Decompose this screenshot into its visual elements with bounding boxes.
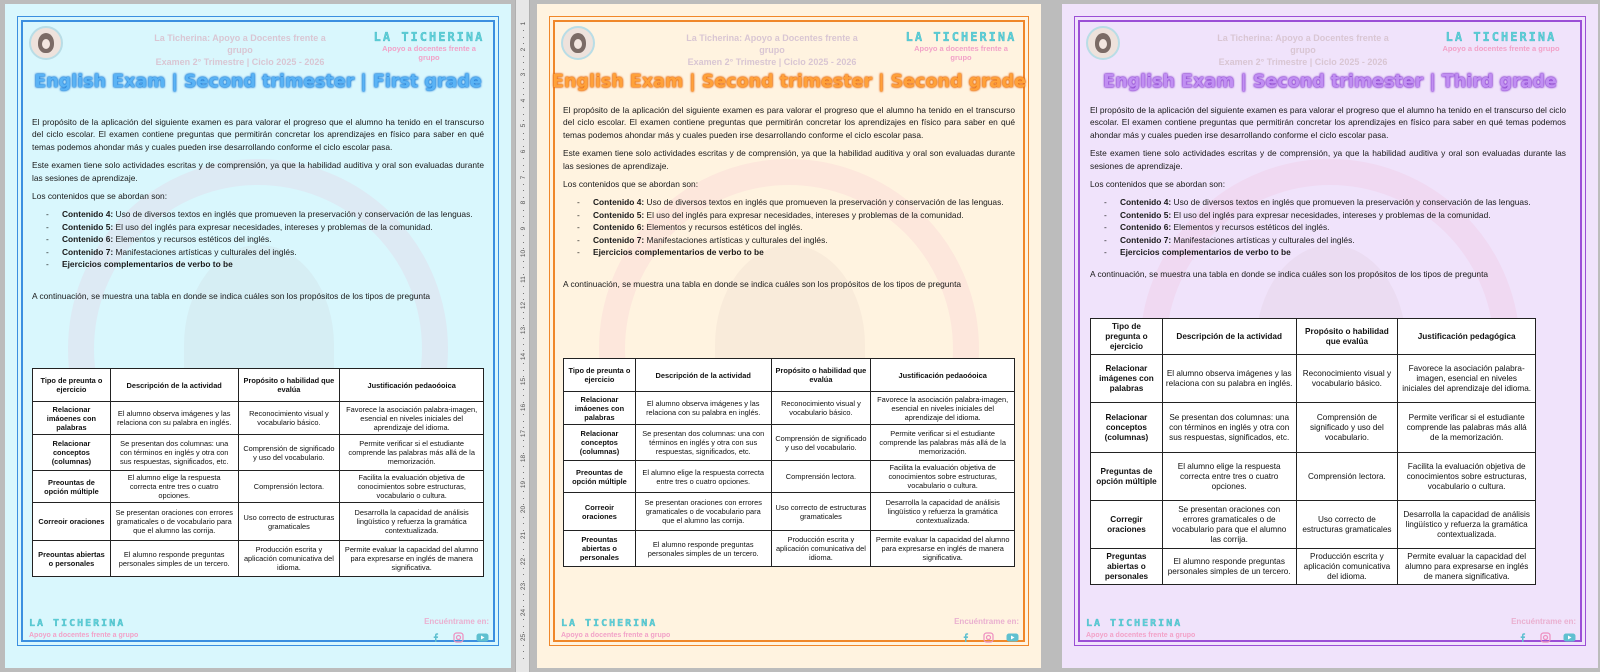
table-row-header: Correoir oraciones [33,503,111,541]
list-item-text: Manifestaciones artísticas y culturales del inglés. [644,234,828,245]
facebook-icon[interactable] [430,630,441,641]
document-page-1 [5,4,511,668]
ruler-tick-mark [523,139,524,140]
contents-list [577,196,1015,258]
table-row-header: Preountas abiertas o personales [33,541,111,577]
avatar-logo [561,26,595,60]
intro-paragraph: El propósito de la aplicación del siguiente examen es para valorar el progreso que el alumno ha tenido en el transcurso del ciclo escolar. El examen contiene preguntas que permitirán concretar los aprendizajes en físico para saber en qué temas podemos ahondar más y cuales pueden irse desarrollando conforme el ciclo escolar pasa. [32,117,484,152]
ruler-tick-mark [523,446,524,447]
table-cell: Se presentan oraciones con errores gramaticales o de vocabulario para que el alumno las corrija. [1162,501,1296,549]
table-cell: Uso correcto de estructuras gramaticales [1296,501,1398,549]
ruler-tick-label: 7 [520,175,527,179]
ruler-tick-label: 5 [520,124,527,128]
ruler-tick-mark [523,56,524,57]
table-cell: Desarrolla la capacidad de análisis lingüístico y refuerza la gramática contextualizada. [1398,501,1536,549]
table-header: Descripción de la actividad [110,369,238,402]
ruler-tick-mark [523,82,524,83]
table-header: Propósito o habilidad que evalúa [771,359,871,392]
ruler-tick-mark [523,523,524,524]
social-links [430,630,487,641]
table-row [1091,403,1536,453]
table-intro: A continuación, se muestra una tabla en donde se indica cuáles son los propósitos de los tipos de pregunta [32,291,431,302]
contents-heading: Los contenidos que se abordan son: [32,191,168,202]
ruler-tick-mark [523,619,524,620]
table-row [564,425,1015,461]
footer-brand: LA TICHERINA Apoyo a docentes frente a grupo [561,618,671,639]
facebook-icon[interactable] [960,630,971,641]
vertical-ruler[interactable] [515,0,530,672]
table-row-header: Preguntas abiertas o personales [1091,549,1163,585]
table-row [564,461,1015,493]
document-page-2 [537,4,1041,668]
table-header: Propósito o habilidad que evalúa [1296,319,1398,355]
youtube-icon[interactable] [1563,630,1574,641]
ruler-tick-mark [523,421,524,422]
table-cell: Facilita la evaluación objetiva de conocimientos sobre estructuras, vocabulario o cultura. [871,461,1015,493]
table-cell: Desarrolla la capacidad de análisis lingüístico y refuerza la gramática contextualizada. [340,503,484,541]
list-item [46,233,484,245]
ruler-tick-mark [523,466,524,467]
table-row [33,503,484,541]
ruler-tick-mark [523,344,524,345]
ruler-tick-label: 13 [520,327,527,335]
ruler-tick-mark [523,261,524,262]
ruler-tick-mark [523,235,524,236]
ruler-tick-mark [523,395,524,396]
ruler-tick-mark [523,133,524,134]
table-cell: El alumno elige la respuesta correcta entre tres o cuatro opciones. [110,471,238,503]
table-row-header: Preountas abiertas o personales [564,531,636,567]
ruler-tick-label: 22 [520,557,527,565]
table-row [33,471,484,503]
header-title [145,32,335,68]
list-item [1104,209,1566,221]
page-title: English Exam | Second trimester | Third grade [1103,72,1557,92]
table-cell: Facilita la evaluación objetiva de conocimientos sobre estructuras, vocabulario o cultura. [1398,453,1536,501]
list-item-label: Contenido 4: [62,209,114,220]
table-cell: Permite verificar si el estudiante comprende las palabras más allá de la memorización. [340,435,484,471]
ruler-tick-label: 23 [520,583,527,591]
list-item [1104,221,1566,233]
ruler-tick-mark [523,549,524,550]
table-cell: Se presentan dos columnas: una con términos en inglés y otra con sus respuestas, significados, etc. [1162,403,1296,453]
table-row-header: Preountas de opción múltiple [33,471,111,503]
table-cell: Comprensión de significado y uso del vocabulario. [1296,403,1398,453]
ruler-tick-label: 15 [520,378,527,386]
table-cell: Favorece la asociación palabra-imagen, esencial en niveles iniciales del aprendizaje del idioma. [871,392,1015,425]
contents-list [46,208,484,270]
ruler-tick-mark [523,62,524,63]
table-row-header: Relacionar imáoenes con palabras [564,392,636,425]
brand-header: LA TICHERINA Apoyo a docentes frente a grupo [905,30,1017,62]
social-links [1517,630,1574,641]
table-cell: Comprensión lectora. [771,461,871,493]
instagram-icon[interactable] [983,630,994,641]
table-header: Propósito o habilidad que evalúa [238,369,340,402]
footer-find-me: Encuéntrame en: [954,617,1019,626]
ruler-tick-mark [523,645,524,646]
footer-brand: LA TICHERINA Apoyo a docentes frente a grupo [1086,618,1196,639]
intro-text: El propósito de la aplicación del siguiente examen es para valorar el progreso que el alumno ha tenido en el transcurso del ciclo escolar. El examen contiene preguntas que permitirán concretar los aprendizajes en físico para saber en qué temas podemos ahondar más y cuales pueden irse desarrollando conforme el ciclo escolar pasa. Este examen tiene solo actividades escritas y de comprensión, ya que la habilidad auditiva y oral son evaluadas durante las sesiones de aprendizaje. Los contenidos que se abordan son: - Contenido 4: Uso de diversos textos en inglés que promueven la preservación y conservación de las lenguas. - Contenido 5: El uso del inglés para expresar necesidades, intereses y problemas de la comunidad. - Contenido 6: Elementos y recursos estéticos del inglés. - Contenido 7: Manifestaciones artísticas y culturales del inglés. - Ejercicios complementarios de verbo to be A continuación, se muestra una tabla en donde se indica cuáles son los propósitos de los tipos de pregunta [563,104,1015,297]
list-item-label: Contenido 5: [593,209,645,220]
list-item-label: Ejercicios complementarios de verbo to be [593,247,764,258]
table-cell: Reconocimiento visual y vocabulario básico. [1296,355,1398,403]
brand-tagline: Apoyo a docentes frente a grupo [382,44,476,62]
instagram-icon[interactable] [453,630,464,641]
table-cell: Comprensión lectora. [238,471,340,503]
list-item-text: El uso del inglés para expresar necesidades, intereses y problemas de la comunidad. [113,221,433,232]
ruler-tick-mark [523,312,524,313]
intro-text: El propósito de la aplicación del siguiente examen es para valorar el progreso que el alumno ha tenido en el transcurso del ciclo escolar. El examen contiene preguntas que permitirán concretar los aprendizajes en físico para saber en qué temas podemos ahondar más y cuales pueden irse desarrollando conforme el ciclo escolar pasa. Este examen tiene solo actividades escritas y de comprensión, ya que la habilidad auditiva y oral son evaluadas durante las sesiones de aprendizaje. Los contenidos que se abordan son: - Contenido 4: Uso de diversos textos en inglés que promueven la preservación y conservación de las lenguas. - Contenido 5: El uso del inglés para expresar necesidades, intereses y problemas de la comunidad. - Contenido 6: Elementos y recursos estéticos del inglés. - Contenido 7: Manifestaciones artísticas y culturales del inglés. - Ejercicios complementarios de verbo to be A continuación, se muestra una tabla en donde se indica cuáles son los propósitos de los tipos de pregunta [1090,104,1566,287]
list-item [577,221,1015,233]
table-cell: Permite evaluar la capacidad del alumno para expresarse en inglés de manera significativa. [871,531,1015,567]
ruler-tick-label: 18 [520,455,527,463]
ruler-tick-mark [523,242,524,243]
ruler-tick-mark [523,286,524,287]
list-item [46,221,484,233]
ruler-tick-mark [523,594,524,595]
list-item [577,234,1015,246]
ruler-tick-mark [523,626,524,627]
avatar-logo [1086,26,1120,60]
header-title-line2: Examen 2° Trimestre | Ciclo 2025 - 2026 [155,57,325,67]
ruler-tick-label: 6 [520,149,527,154]
question-types-table [32,368,484,577]
list-item-label: Contenido 5: [1120,209,1172,220]
table-cell: Favorece la asociación palabra-imagen, esencial en niveles iniciales del aprendizaje del idioma. [1398,355,1536,403]
table-header: Descripción de la actividad [635,359,771,392]
ruler-tick-mark [523,184,524,185]
table-header: Justificación pedaoóoica [871,359,1015,392]
table-row [1091,501,1536,549]
facebook-icon[interactable] [1517,630,1528,641]
question-types-table [563,358,1015,567]
list-item-label: Contenido 5: [62,221,114,232]
table-cell: Desarrolla la capacidad de análisis lingüístico y refuerza la gramática contextualizada. [871,493,1015,531]
list-item-text: Uso de diversos textos en inglés que promueven la preservación y conservación de las lenguas. [644,197,1004,208]
ruler-tick-mark [523,542,524,543]
header-title: La Ticherina: Apoyo a Docentes frente a grupo Examen 2° Trimestre | Ciclo 2025 - 2026 [686,33,858,67]
ruler-tick-mark [523,165,524,166]
list-item [577,196,1015,208]
table-header: Tipo de pregunta o ejercicio [1091,319,1163,355]
table-cell: Uso correcto de estructuras gramaticales [238,503,340,541]
list-item-label: Contenido 6: [62,234,114,245]
table-cell: El alumno observa imágenes y las relaciona con su palabra en inglés. [1162,355,1296,403]
table-row-header: Relacionar conceptos (columnas) [564,425,636,461]
brand-header: LA TICHERINA Apoyo a docentes frente a grupo [1442,30,1560,53]
list-item [1104,196,1566,208]
table-row-header: Relacionar conceptos (columnas) [33,435,111,471]
table-row-header: Relacionar imágenes con palabras [1091,355,1163,403]
ruler-tick-mark [523,30,524,31]
list-item [46,246,484,258]
ruler-tick-mark [523,88,524,89]
list-item-text: Elementos y recursos estéticos del inglés. [113,234,272,245]
table-header: Tipo de preunta o ejercicio [33,369,111,402]
ruler-tick-mark [523,363,524,364]
list-item-label: Contenido 6: [1120,222,1172,233]
list-item-label: Contenido 6: [593,222,645,233]
ruler-tick-label: 16 [520,403,527,412]
list-item-text: Elementos y recursos estéticos del inglés. [1171,222,1330,233]
table-cell: Comprensión de significado y uso del vocabulario. [238,435,340,471]
list-item-text: El uso del inglés para expresar necesidades, intereses y problemas de la comunidad. [1171,209,1491,220]
table-cell: Permite evaluar la capacidad del alumno para expresarse en inglés de manera significativa. [1398,549,1536,585]
list-item [577,246,1015,258]
list-item [46,258,484,270]
ruler-tick-label: 1 [520,21,527,26]
table-cell: Se presentan dos columnas: una con términos en inglés y otra con sus respuestas, significados, etc. [635,425,771,461]
ruler-tick-mark [523,267,524,268]
question-types-table [1090,318,1536,585]
list-item [1104,246,1566,258]
table-cell: Favorece la asociación palabra-imagen, esencial en niveles iniciales del aprendizaje del idioma. [340,402,484,435]
list-item-text: El uso del inglés para expresar necesidades, intereses y problemas de la comunidad. [644,209,964,220]
footer-find-me: Encuéntrame en: [424,617,489,626]
ruler-tick-mark [523,338,524,339]
ruler-tick-mark [523,414,524,415]
youtube-icon[interactable] [1006,630,1017,641]
ruler-tick-mark [523,574,524,575]
ruler-tick-mark [523,517,524,518]
table-cell: Permite evaluar la capacidad del alumno para expresarse en inglés de manera significativa. [340,541,484,577]
ruler-tick-mark [523,210,524,211]
ruler-tick-mark [523,158,524,159]
table-cell: Se presentan oraciones con errores gramaticales o de vocabulario para que el alumno las corrija. [110,503,238,541]
table-cell: Producción escrita y aplicación comunicativa del idioma. [771,531,871,567]
table-row [1091,549,1536,585]
table-cell: Producción escrita y aplicación comunicativa del idioma. [238,541,340,577]
ruler-tick-label: 11 [520,276,527,283]
table-cell: El alumno responde preguntas personales simples de un tercero. [635,531,771,567]
table-cell: Permite verificar si el estudiante comprende las palabras más allá de la memorización. [871,425,1015,461]
brand-header [373,30,485,62]
ruler-tick-mark [523,190,524,191]
table-cell: El alumno elige la respuesta correcta entre tres o cuatro opciones. [1162,453,1296,501]
table-row [564,493,1015,531]
youtube-icon[interactable] [476,630,487,641]
ruler-tick-label: 14 [520,352,527,360]
table-row [1091,355,1536,403]
ruler-tick-label: 12 [520,301,527,309]
ruler-tick-mark [523,568,524,569]
intro-text [32,116,484,309]
footer-find-me: Encuéntrame en: [1511,617,1576,626]
table-row-header: Correoir oraciones [564,493,636,531]
table-row-header: Corregir oraciones [1091,501,1163,549]
table-row [33,541,484,577]
table-cell: Se presentan dos columnas: una con términos en inglés y otra con sus respuestas, significados, etc. [110,435,238,471]
table-row-header: Relacionar imáoenes con palabras [33,402,111,435]
ruler-tick-mark [523,107,524,108]
ruler-tick-mark [523,658,524,659]
table-cell: Comprensión lectora. [1296,453,1398,501]
ruler-tick-label: 9 [520,226,527,231]
list-item [577,209,1015,221]
ruler-tick-label: 17 [520,429,527,437]
table-cell: Reconocimiento visual y vocabulario básico. [771,392,871,425]
ruler-tick-label: 8 [520,200,527,205]
list-item [46,208,484,220]
table-cell: El alumno responde preguntas personales simples de un tercero. [1162,549,1296,585]
table-row [33,402,484,435]
list-item [1104,234,1566,246]
table-row [564,531,1015,567]
list-item-text: Manifestaciones artísticas y culturales del inglés. [113,246,297,257]
ruler-tick-mark [523,37,524,38]
list-item-text: Uso de diversos textos en inglés que promueven la preservación y conservación de las lenguas. [1171,197,1531,208]
document-page-3 [1062,4,1598,668]
list-item-label: Ejercicios complementarios de verbo to be [62,259,233,270]
table-row-header: Preountas de opción múltiple [564,461,636,493]
table-row-header: Relacionar conceptos (columnas) [1091,403,1163,453]
table-row-header: Preguntas de opción múltiple [1091,453,1163,501]
list-item-text: Manifestaciones artísticas y culturales del inglés. [1171,234,1355,245]
list-item-text: Uso de diversos textos en inglés que promueven la preservación y conservación de las lenguas. [113,209,473,220]
list-item-text: Elementos y recursos estéticos del inglés. [644,222,803,233]
list-item-label: Contenido 7: [1120,234,1172,245]
ruler-tick-mark [523,491,524,492]
list-item-label: Ejercicios complementarios de verbo to be [1120,247,1291,258]
ruler-tick-mark [523,498,524,499]
list-item-label: Contenido 4: [1120,197,1172,208]
table-header: Tipo de preunta o ejercicio [564,359,636,392]
table-row [564,392,1015,425]
ruler-tick-label: 19 [520,480,527,488]
contents-list [1104,196,1566,258]
list-item-label: Contenido 4: [593,197,645,208]
ruler-tick-label: 3 [520,72,527,77]
table-cell: Permite verificar si el estudiante comprende las palabras más allá de la memorización. [1398,403,1536,453]
table-cell: Reconocimiento visual y vocabulario básico. [238,402,340,435]
avatar-logo [29,26,63,60]
page-title: English Exam | Second trimester | First grade [34,72,482,92]
footer-brand: LA TICHERINA Apoyo a docentes frente a grupo [29,618,139,639]
ruler-tick-mark [523,651,524,652]
ruler-tick-label: 24 [520,608,527,616]
social-links [960,630,1017,641]
table-cell: El alumno responde preguntas personales simples de un tercero. [110,541,238,577]
instagram-icon[interactable] [1540,630,1551,641]
table-cell: El alumno observa imágenes y las relaciona con su palabra en inglés. [110,402,238,435]
brand-name: LA TICHERINA [373,30,485,44]
list-item-label: Contenido 7: [62,246,114,257]
table-header: Justificación pedagógica [1398,319,1536,355]
header-title-line1: La Ticherina: Apoyo a Docentes frente a grupo [154,33,326,55]
ruler-tick-mark [523,472,524,473]
skills-paragraph: Este examen tiene solo actividades escritas y de comprensión, ya que la habilidad auditiva y oral son evaluadas durante las sesiones de aprendizaje. [32,160,484,183]
table-cell: Facilita la evaluación objetiva de conocimientos sobre estructuras, vocabulario o cultura. [340,471,484,503]
table-row [33,435,484,471]
page-title: English Exam | Second trimester | Second grade [552,72,1026,92]
table-header: Descripción de la actividad [1162,319,1296,355]
ruler-tick-mark [523,389,524,390]
ruler-tick-mark [523,440,524,441]
ruler-tick-mark [523,293,524,294]
ruler-tick-mark [523,216,524,217]
ruler-tick-label: 25 [520,634,527,642]
header-title: La Ticherina: Apoyo a Docentes frente a grupo Examen 2° Trimestre | Ciclo 2025 - 2026 [1217,33,1389,67]
table-cell: Se presentan oraciones con errores gramaticales o de vocabulario para que el alumno las corrija. [635,493,771,531]
ruler-tick-label: 20 [520,506,527,514]
table-row [1091,453,1536,501]
table-cell: El alumno observa imágenes y las relaciona con su palabra en inglés. [635,392,771,425]
ruler-tick-label: 4 [520,98,527,103]
ruler-tick-mark [523,600,524,601]
list-item-label: Contenido 7: [593,234,645,245]
table-cell: El alumno elige la respuesta correcta entre tres o cuatro opciones. [635,461,771,493]
table-cell: Producción escrita y aplicación comunicativa del idioma. [1296,549,1398,585]
table-cell: Uso correcto de estructuras gramaticales [771,493,871,531]
ruler-tick-mark [523,114,524,115]
ruler-tick-label: 21 [520,531,527,540]
ruler-tick-mark [523,370,524,371]
ruler-tick-label: 2 [520,47,527,51]
table-header: Justificación pedaoóoica [340,369,484,402]
table-cell: Comprensión de significado y uso del vocabulario. [771,425,871,461]
ruler-tick-label: 10 [520,250,527,258]
ruler-tick-mark [523,318,524,319]
